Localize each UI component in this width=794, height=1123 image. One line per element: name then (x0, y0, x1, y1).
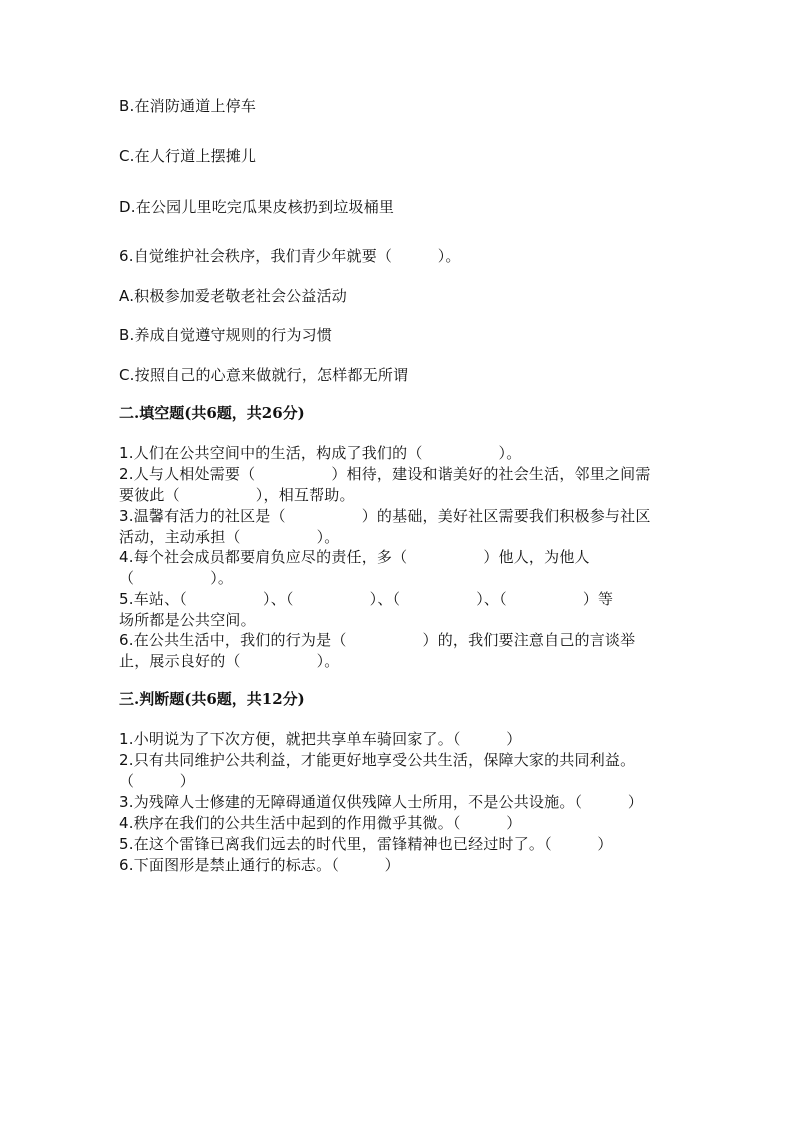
true-false-line: 6.下面图形是禁止通行的标志。（ ） (119, 856, 400, 874)
fill-blank-line: （ ）。 (119, 569, 234, 587)
fill-blank-line: 5.车站、（ ）、（ ）、（ ）、（ ）等 (119, 590, 614, 608)
true-false-line: 3.为残障人士修建的无障碍通道仅供残障人士所用，不是公共设施。（ ） (119, 793, 644, 811)
fill-blank-line: 活动，主动承担（ ）。 (119, 528, 340, 546)
fill-blank-line: 止，展示良好的（ ）。 (119, 652, 340, 670)
fill-blank-line: 6.在公共生活中，我们的行为是（ ）的，我们要注意自己的言谈举 (119, 631, 636, 649)
fill-blank-line: 2.人与人相处需要（ ）相待，建设和谐美好的社会生活，邻里之间需 (119, 465, 651, 483)
true-false-line: 1.小明说为了下次方便，就把共享单车骑回家了。（ ） (119, 730, 522, 748)
q5-option-c: C.在人行道上摆摊儿 (119, 147, 257, 165)
true-false-heading: 三.判断题(共6题，共12分) (119, 690, 305, 708)
q6-option-a: A.积极参加爱老敬老社会公益活动 (119, 287, 347, 305)
fill-blank-heading: 二.填空题(共6题，共26分) (119, 404, 305, 422)
true-false-line: 2.只有共同维护公共利益，才能更好地享受公共生活，保障大家的共同利益。 (119, 751, 636, 769)
fill-blank-line: 1.人们在公共空间中的生活，构成了我们的（ ）。 (119, 444, 522, 462)
q6-option-c: C.按照自己的心意来做就行，怎样都无所谓 (119, 366, 409, 384)
true-false-line: （ ） (119, 772, 196, 790)
q5-option-d: D.在公园儿里吃完瓜果皮核扔到垃圾桶里 (119, 198, 395, 216)
q6-option-b: B.养成自觉遵守规则的行为习惯 (119, 326, 333, 344)
fill-blank-line: 场所都是公共空间。 (119, 611, 256, 629)
true-false-line: 4.秩序在我们的公共生活中起到的作用微乎其微。（ ） (119, 814, 522, 832)
q6-stem: 6.自觉维护社会秩序，我们青少年就要（ ）。 (119, 247, 461, 265)
true-false-line: 5.在这个雷锋已离我们远去的时代里，雷锋精神也已经过时了。（ ） (119, 835, 613, 853)
fill-blank-line: 4.每个社会成员都要肩负应尽的责任，多（ ）他人，为他人 (119, 548, 590, 566)
fill-blank-line: 3.温馨有活力的社区是（ ）的基础，美好社区需要我们积极参与社区 (119, 507, 651, 525)
fill-blank-line: 要彼此（ ），相互帮助。 (119, 486, 355, 504)
q5-option-b: B.在消防通道上停车 (119, 97, 257, 115)
